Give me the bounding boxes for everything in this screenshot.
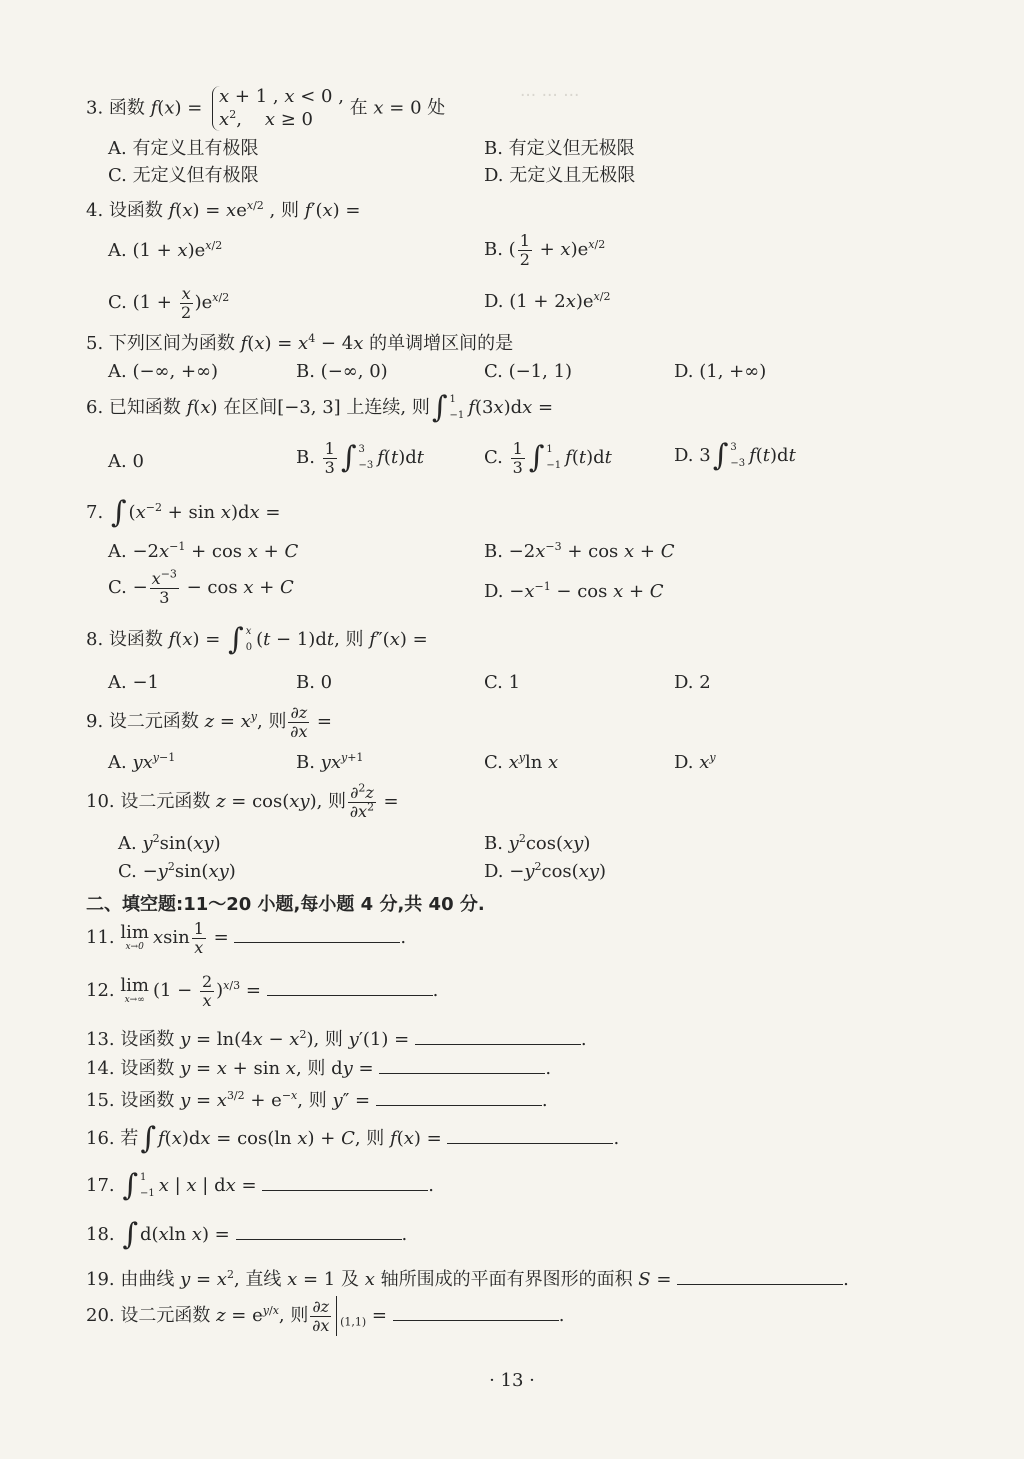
- q6-option-c[interactable]: C. $\frac{1}{3}$ ∫ 1 −1 f(t)dt: [484, 439, 612, 477]
- q4-option-a[interactable]: A. $(1 + x)e^{x/2}$: [108, 239, 223, 261]
- q8-option-b[interactable]: B. 0: [296, 672, 333, 693]
- question-17: 17. ∫ 1 −1 x | x | dx = .: [86, 1168, 435, 1203]
- q6-option-d[interactable]: D. 3∫ 3 −3 f(t)dt: [674, 438, 796, 473]
- answer-blank-19[interactable]: [677, 1266, 843, 1285]
- question-14: 14. 设函数 y = x + sin x, 则 dy = .: [86, 1055, 551, 1080]
- question-9: 9. 设二元函数 $z = x^y$, 则 $\frac{\partial z}{\partial x}$ =: [86, 703, 332, 741]
- q3-option-d[interactable]: D. 无定义且无极限: [484, 165, 636, 186]
- answer-blank-18[interactable]: [236, 1221, 402, 1240]
- q3-option-a[interactable]: A. 有定义且有极限: [108, 138, 259, 159]
- q8-option-d[interactable]: D. 2: [674, 672, 711, 693]
- q3-option-b[interactable]: B. 有定义但无极限: [484, 138, 635, 159]
- q9-option-d[interactable]: D. $x^y$: [674, 751, 716, 773]
- q4-option-d[interactable]: D. $(1 + 2x)e^{x/2}$: [484, 290, 611, 312]
- question-11: 11. lim x→0 xsin $\frac{1}{x}$ = .: [86, 919, 407, 957]
- section-heading: 二、填空题:11～20 小题,每小题 4 分,共 40 分.: [86, 894, 485, 915]
- answer-blank-11[interactable]: [234, 924, 400, 943]
- question-4: 4. 设函数 $f(x) = xe^{x/2}$ , 则 f′(x) =: [86, 199, 361, 221]
- q6-option-a[interactable]: A. 0: [108, 451, 144, 472]
- q3-option-c[interactable]: C. 无定义但有极限: [108, 165, 259, 186]
- q4-option-b[interactable]: B. ( $\frac{1}{2}$ + $x)e^{x/2}$: [484, 231, 606, 269]
- answer-blank-14[interactable]: [379, 1055, 545, 1074]
- question-5: 5. 下列区间为函数 $f(x) = x^4 - 4x$ 的单调增区间的是: [86, 332, 514, 354]
- q5-option-c[interactable]: C. (−1, 1): [484, 361, 573, 382]
- question-20: 20. 设二元函数 $z = e^{y/x}$, 则 $\frac{\partial z}{\partial x}$ $_{(1,1)}$ = .: [86, 1296, 565, 1335]
- answer-blank-17[interactable]: [262, 1172, 428, 1191]
- question-10: 10. 设二元函数 z = cos(xy), 则 $\frac{\partial^2z}{\partial x^2}$ =: [86, 781, 399, 821]
- q5-option-d[interactable]: D. (1, +∞): [674, 361, 767, 382]
- q5-option-b[interactable]: B. (−∞, 0): [296, 361, 388, 382]
- q10-option-c[interactable]: C. $-y^2\sin(xy)$: [118, 860, 236, 882]
- q8-option-a[interactable]: A. −1: [108, 672, 159, 693]
- answer-blank-15[interactable]: [376, 1087, 542, 1106]
- question-6: 6. 已知函数 f(x) 在区间[−3, 3] 上连续, 则∫ 1 −1 f(3x)dx =: [86, 390, 554, 425]
- q9-option-b[interactable]: B. $yx^{y+1}$: [296, 751, 364, 773]
- q6-option-b[interactable]: B. $\frac{1}{3}$ ∫ 3 −3 f(t)dt: [296, 439, 424, 477]
- answer-blank-16[interactable]: [447, 1125, 613, 1144]
- question-3: 3. 函数 f(x) = x + 1 , x < 0 , $x^2$, x ≥ 0 在 x = 0 处: [86, 86, 446, 130]
- question-18: 18. ∫ d(xln x) = .: [86, 1217, 408, 1252]
- q7-option-d[interactable]: D. $-x^{-1} - \cos x + C$: [484, 580, 664, 602]
- question-19: 19. 由曲线 $y = x^2$, 直线 x = 1 及 x 轴所围成的平面有界图形的面积 S = .: [86, 1268, 849, 1290]
- q10-option-a[interactable]: A. $y^2\sin(xy)$: [118, 832, 221, 854]
- question-16: 16. 若∫ f(x)dx = cos(ln x) + C, 则 f(x) = .: [86, 1121, 620, 1156]
- q10-option-d[interactable]: D. $-y^2\cos(xy)$: [484, 860, 607, 882]
- answer-blank-20[interactable]: [393, 1302, 559, 1321]
- question-8: 8. 设函数 f(x) = ∫ x 0 (t − 1)dt, 则 f″(x) =: [86, 622, 428, 657]
- q7-option-a[interactable]: A. $-2x^{-1} + \cos x + C$: [108, 540, 299, 562]
- q10-option-b[interactable]: B. $y^2\cos(xy)$: [484, 832, 591, 854]
- q9-option-a[interactable]: A. $yx^{y-1}$: [108, 751, 176, 773]
- question-12: 12. lim x→∞ (1 − $\frac{2}{x}$ )$^{x/3}$ = .: [86, 972, 439, 1010]
- question-13: 13. 设函数 $y = \ln(4x - x^2)$, 则 y′(1) = .: [86, 1028, 587, 1050]
- q4-option-c[interactable]: C. (1 + $\frac{x}{2}$ )$e^{x/2}$: [108, 284, 230, 322]
- q8-option-c[interactable]: C. 1: [484, 672, 521, 693]
- answer-blank-12[interactable]: [267, 977, 433, 996]
- q7-option-c[interactable]: C. − $\frac{x^{-3}}{3}$ − cos x + C: [108, 567, 294, 607]
- page-number: · 13 ·: [489, 1370, 535, 1391]
- q5-option-a[interactable]: A. (−∞, +∞): [108, 361, 219, 382]
- answer-blank-13[interactable]: [415, 1026, 581, 1045]
- question-7: 7. ∫ $(x^{-2} + \sin x)dx$ =: [86, 495, 281, 530]
- bleed-through-text: ··· ··· ···: [520, 86, 580, 106]
- q9-option-c[interactable]: C. $x^y\ln$ x: [484, 751, 559, 773]
- question-15: 15. 设函数 $y = x^{3/2} + e^{-x}$, 则 y″ = .: [86, 1089, 548, 1111]
- q7-option-b[interactable]: B. $-2x^{-3} + \cos x + C$: [484, 540, 675, 562]
